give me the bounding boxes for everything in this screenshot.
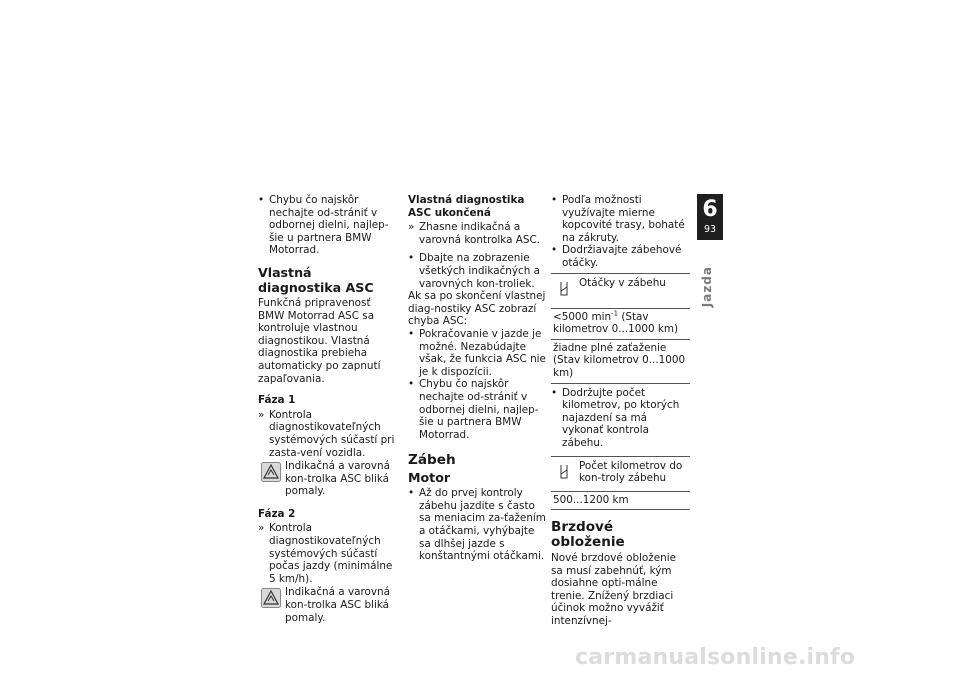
- heading-asc-self-diagnosis: Vlastná diagnostika ASC: [258, 264, 374, 295]
- km-table-header: [551, 457, 690, 491]
- phase-1-step: » Kontrola diagnostikovateľných systémových súčastí pri zasta-vení vozidla.: [258, 409, 398, 459]
- bullet-observe-lights: • Dbajte na zobrazenie všetkých indikačných a varovných kon-troliek.: [408, 252, 546, 290]
- km-table-row-1: 500...1200 km: [551, 491, 690, 510]
- spec-icon: [558, 281, 570, 297]
- spec-icon: [558, 464, 570, 480]
- bullet-km-count: • Dodržujte počet kilometrov, po ktorých najazdení sa má vykonať kontrola zábehu.: [551, 387, 690, 450]
- phase-2-warning-text: Indikačná a varovná kon-trolka ASC bliká pomaly.: [285, 586, 390, 624]
- heading-engine: Motor: [408, 470, 451, 486]
- column-middle: [408, 194, 546, 563]
- bullet-repair: • Chybu čo najskôr nechajte od-strániť v odbornej dielni, najlep-šie u partnera BMW Motorrad.: [258, 194, 398, 257]
- brake-pads-text: Nové brzdové obloženie sa musí zabehnúť, kým dosiahne opti-málne trenie. Znížený brzdiaci účinok možno vyvážiť intenzívnej-: [551, 552, 677, 628]
- phase-1-warning: [258, 460, 398, 498]
- rpm-table-title: Otáčky v zábehu: [579, 276, 666, 289]
- warning-light-icon: [261, 462, 281, 482]
- section-side-label: Jazda: [700, 266, 714, 308]
- phase-2-warning: [258, 586, 398, 624]
- page-number: 93: [703, 224, 717, 235]
- column-right: [551, 194, 690, 628]
- km-table: [551, 456, 690, 511]
- error-intro-text: Ak sa po skončení vlastnej diag-nostiky ASC zobrazí chyba ASC:: [408, 290, 546, 328]
- warning-light-icon: [261, 588, 281, 608]
- rpm-table-row-2: žiadne plné zaťaženie (Stav kilometrov 0...1000 km): [551, 339, 690, 383]
- heading-phase-1: Fáza 1: [258, 394, 296, 407]
- rpm-table-header: [551, 274, 690, 308]
- bullet-engine-load: • Až do prvej kontroly zábehu jazdite s často sa meniacim za-ťažením a otáčkami, vyhýbajte sa dlhšej jazde s konštantnými otáčkami.: [408, 487, 546, 563]
- rpm-table-row-1: <5000 $\min^{-1}$ (Stav kilometrov 0...1000 km): [551, 308, 690, 339]
- km-table-title: Počet kilometrov do kon-troly zábehu: [579, 459, 683, 485]
- heading-brake-pads: Brzdové obloženie: [551, 519, 625, 551]
- bullet-continue-riding: • Pokračovanie v jazde je možné. Nezabúdajte však, že funkcia ASC nie je k dispozícii.: [408, 328, 546, 378]
- heading-diagnosis-completed: Vlastná diagnostika ASC ukončená: [408, 194, 525, 219]
- column-left: [258, 194, 398, 624]
- bullet-hilly-roads: • Podľa možnosti využívajte mierne kopcovité trasy, bohaté na zákruty.: [551, 194, 690, 244]
- bullet-repair-asc: • Chybu čo najskôr nechajte od-strániť v odbornej dielni, najlep-šie u partnera BMW Motorrad.: [408, 378, 546, 441]
- asc-paragraph: Funkčná pripravenosť BMW Motorrad ASC sa kontroluje vlastnou diagnostikou. Vlastná diagnostika prebieha automaticky po zapnutí zapaľovania.: [258, 296, 381, 385]
- completed-step: » Zhasne indikačná a varovná kontrolka ASC.: [408, 221, 546, 246]
- phase-1-warning-text: Indikačná a varovná kon-trolka ASC bliká pomaly.: [285, 460, 390, 498]
- rpm-table: [551, 273, 690, 384]
- chapter-number: 6: [702, 197, 718, 222]
- chapter-tab: [697, 194, 723, 240]
- phase-2-step: » Kontrola diagnostikovateľných systémových súčastí počas jazdy (minimálne 5 km/h).: [258, 522, 398, 585]
- heading-running-in: Zábeh: [408, 452, 456, 469]
- watermark: carmanualsonline.info: [575, 645, 856, 670]
- bullet-running-in-rpm: • Dodržiavajte zábehové otáčky.: [551, 244, 690, 269]
- heading-phase-2: Fáza 2: [258, 507, 296, 520]
